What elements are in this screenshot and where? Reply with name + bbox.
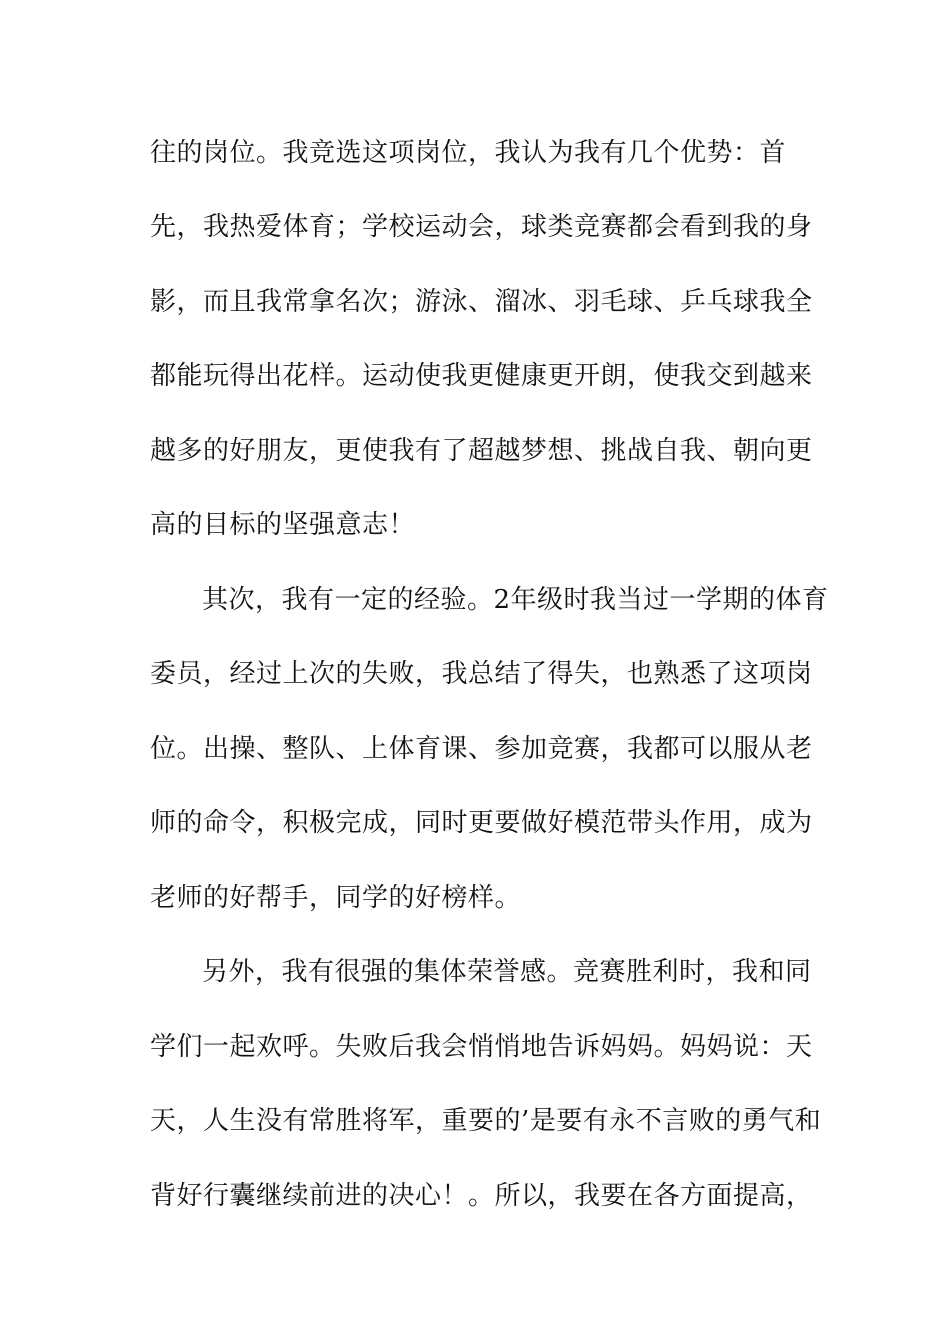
text-line: 师的命令，积极完成，同时更要做好模范带头作用，成为 — [150, 808, 813, 838]
paragraph-first-line: 另外，我有很强的集体荣誉感。竞赛胜利时，我和同 — [202, 957, 812, 987]
text-line: 先，我热爱体育；学校运动会，球类竞赛都会看到我的身 — [150, 212, 813, 242]
text-line: 委员，经过上次的失败，我总结了得失，也熟悉了这项岗 — [150, 659, 813, 689]
text-line: 位。出操、整队、上体育课、参加竞赛，我都可以服从老 — [150, 734, 813, 764]
text-line: 影，而且我常拿名次；游泳、溜冰、羽毛球、乒乓球我全 — [150, 287, 813, 317]
text-line: 越多的好朋友，更使我有了超越梦想、挑战自我、朝向更 — [150, 436, 813, 466]
text-line: 学们一起欢呼。失败后我会悄悄地告诉妈妈。妈妈说：天 — [150, 1032, 813, 1062]
text-line: 天，人生没有常胜将军，重要的’是要有永不言败的勇气和 — [150, 1106, 822, 1136]
text-line: 高的目标的坚强意志！ — [150, 510, 416, 540]
text-line: 往的岗位。我竞选这项岗位，我认为我有几个优势：首 — [150, 138, 787, 168]
text-line: 背好行囊继续前进的决心！。所以，我要在各方面提高， — [150, 1181, 813, 1211]
text-line: 老师的好帮手，同学的好榜样。 — [150, 883, 522, 913]
text-line: 都能玩得出花样。运动使我更健康更开朗，使我交到越来 — [150, 361, 813, 391]
paragraph-first-line: 其次，我有一定的经验。2年级时我当过一学期的体育 — [202, 585, 829, 615]
